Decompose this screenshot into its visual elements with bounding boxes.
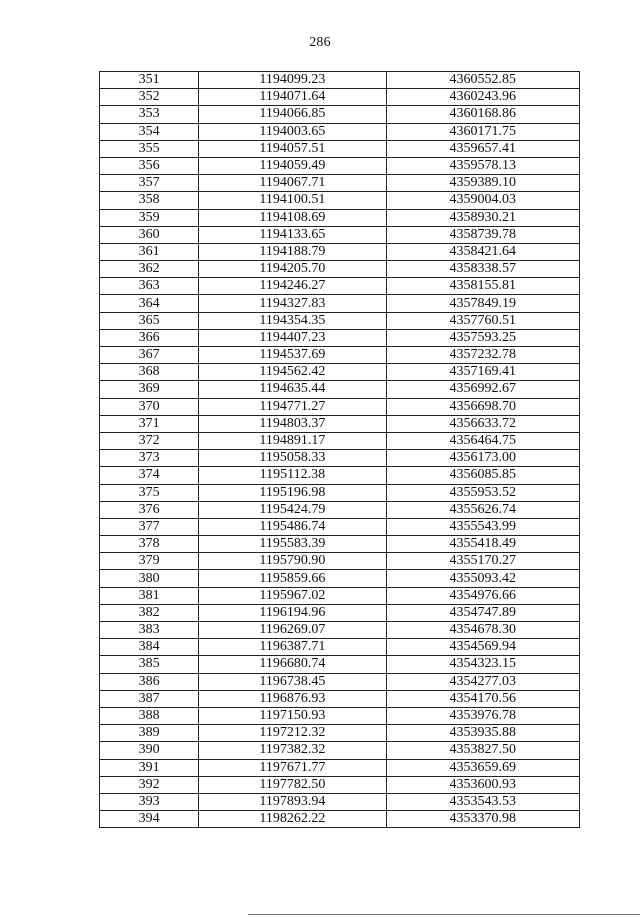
- y-coordinate-cell: 4360243.96: [386, 89, 579, 106]
- x-coordinate-cell: 1194537.69: [199, 347, 386, 364]
- y-coordinate-cell: 4360552.85: [386, 72, 579, 89]
- point-number-cell: 394: [100, 811, 199, 828]
- point-number-cell: 370: [100, 398, 199, 415]
- point-number-cell: 378: [100, 536, 199, 553]
- table-row: [100, 175, 580, 192]
- y-coordinate-cell: 4356633.72: [386, 415, 579, 432]
- table-row: [100, 604, 580, 621]
- x-coordinate-cell: 1195196.98: [199, 484, 386, 501]
- x-coordinate-cell: 1194067.71: [199, 175, 386, 192]
- y-coordinate-cell: 4355418.49: [386, 536, 579, 553]
- point-number-cell: 379: [100, 553, 199, 570]
- table-row: [100, 312, 580, 329]
- table-row: [100, 536, 580, 553]
- y-coordinate-cell: 4353827.50: [386, 742, 579, 759]
- y-coordinate-cell: 4356698.70: [386, 398, 579, 415]
- x-coordinate-cell: 1194562.42: [199, 364, 386, 381]
- table-row: [100, 72, 580, 89]
- table-row: [100, 192, 580, 209]
- table-row: [100, 776, 580, 793]
- y-coordinate-cell: 4353659.69: [386, 759, 579, 776]
- table-row: [100, 639, 580, 656]
- x-coordinate-cell: 1196876.93: [199, 690, 386, 707]
- y-coordinate-cell: 4355543.99: [386, 518, 579, 535]
- table-row: [100, 570, 580, 587]
- x-coordinate-cell: 1194108.69: [199, 209, 386, 226]
- y-coordinate-cell: 4354976.66: [386, 587, 579, 604]
- y-coordinate-cell: 4356173.00: [386, 450, 579, 467]
- table-row: [100, 295, 580, 312]
- x-coordinate-cell: 1194057.51: [199, 140, 386, 157]
- point-number-cell: 365: [100, 312, 199, 329]
- point-number-cell: 354: [100, 123, 199, 140]
- y-coordinate-cell: 4353976.78: [386, 707, 579, 724]
- x-coordinate-cell: 1195486.74: [199, 518, 386, 535]
- x-coordinate-cell: 1197150.93: [199, 707, 386, 724]
- coordinates-table: [99, 71, 580, 828]
- y-coordinate-cell: 4355093.42: [386, 570, 579, 587]
- table-row: [100, 553, 580, 570]
- x-coordinate-cell: 1194771.27: [199, 398, 386, 415]
- y-coordinate-cell: 4354569.94: [386, 639, 579, 656]
- table-row: [100, 106, 580, 123]
- y-coordinate-cell: 4353935.88: [386, 725, 579, 742]
- point-number-cell: 393: [100, 793, 199, 810]
- y-coordinate-cell: 4354170.56: [386, 690, 579, 707]
- table-row: [100, 450, 580, 467]
- y-coordinate-cell: 4354747.89: [386, 604, 579, 621]
- x-coordinate-cell: 1194099.23: [199, 72, 386, 89]
- table-row: [100, 656, 580, 673]
- x-coordinate-cell: 1194891.17: [199, 432, 386, 449]
- point-number-cell: 360: [100, 226, 199, 243]
- table-row: [100, 467, 580, 484]
- table-row: [100, 690, 580, 707]
- y-coordinate-cell: 4357169.41: [386, 364, 579, 381]
- y-coordinate-cell: 4353370.98: [386, 811, 579, 828]
- table-row: [100, 484, 580, 501]
- y-coordinate-cell: 4359004.03: [386, 192, 579, 209]
- y-coordinate-cell: 4354678.30: [386, 622, 579, 639]
- point-number-cell: 392: [100, 776, 199, 793]
- x-coordinate-cell: 1194188.79: [199, 243, 386, 260]
- table-row: [100, 347, 580, 364]
- y-coordinate-cell: 4356992.67: [386, 381, 579, 398]
- bottom-edge-rule: [248, 914, 640, 915]
- point-number-cell: 375: [100, 484, 199, 501]
- point-number-cell: 351: [100, 72, 199, 89]
- x-coordinate-cell: 1195583.39: [199, 536, 386, 553]
- x-coordinate-cell: 1194205.70: [199, 261, 386, 278]
- x-coordinate-cell: 1195790.90: [199, 553, 386, 570]
- y-coordinate-cell: 4358930.21: [386, 209, 579, 226]
- coordinates-table-body: [100, 72, 580, 828]
- point-number-cell: 381: [100, 587, 199, 604]
- point-number-cell: 366: [100, 329, 199, 346]
- y-coordinate-cell: 4357849.19: [386, 295, 579, 312]
- point-number-cell: 355: [100, 140, 199, 157]
- table-row: [100, 415, 580, 432]
- table-row: [100, 89, 580, 106]
- x-coordinate-cell: 1194635.44: [199, 381, 386, 398]
- point-number-cell: 367: [100, 347, 199, 364]
- x-coordinate-cell: 1194246.27: [199, 278, 386, 295]
- y-coordinate-cell: 4355953.52: [386, 484, 579, 501]
- point-number-cell: 391: [100, 759, 199, 776]
- x-coordinate-cell: 1194803.37: [199, 415, 386, 432]
- table-row: [100, 329, 580, 346]
- table-row: [100, 261, 580, 278]
- point-number-cell: 377: [100, 518, 199, 535]
- point-number-cell: 362: [100, 261, 199, 278]
- table-row: [100, 364, 580, 381]
- y-coordinate-cell: 4358338.57: [386, 261, 579, 278]
- y-coordinate-cell: 4359389.10: [386, 175, 579, 192]
- point-number-cell: 382: [100, 604, 199, 621]
- x-coordinate-cell: 1194354.35: [199, 312, 386, 329]
- point-number-cell: 386: [100, 673, 199, 690]
- y-coordinate-cell: 4356464.75: [386, 432, 579, 449]
- y-coordinate-cell: 4355170.27: [386, 553, 579, 570]
- point-number-cell: 380: [100, 570, 199, 587]
- x-coordinate-cell: 1196387.71: [199, 639, 386, 656]
- y-coordinate-cell: 4360171.75: [386, 123, 579, 140]
- point-number-cell: 352: [100, 89, 199, 106]
- y-coordinate-cell: 4353543.53: [386, 793, 579, 810]
- x-coordinate-cell: 1195967.02: [199, 587, 386, 604]
- table-row: [100, 742, 580, 759]
- y-coordinate-cell: 4360168.86: [386, 106, 579, 123]
- point-number-cell: 364: [100, 295, 199, 312]
- point-number-cell: 356: [100, 157, 199, 174]
- point-number-cell: 374: [100, 467, 199, 484]
- x-coordinate-cell: 1194059.49: [199, 157, 386, 174]
- x-coordinate-cell: 1194407.23: [199, 329, 386, 346]
- x-coordinate-cell: 1196269.07: [199, 622, 386, 639]
- point-number-cell: 376: [100, 501, 199, 518]
- x-coordinate-cell: 1196194.96: [199, 604, 386, 621]
- x-coordinate-cell: 1194003.65: [199, 123, 386, 140]
- point-number-cell: 369: [100, 381, 199, 398]
- point-number-cell: 385: [100, 656, 199, 673]
- table-row: [100, 432, 580, 449]
- x-coordinate-cell: 1195859.66: [199, 570, 386, 587]
- table-row: [100, 209, 580, 226]
- x-coordinate-cell: 1194066.85: [199, 106, 386, 123]
- table-row: [100, 157, 580, 174]
- x-coordinate-cell: 1197782.50: [199, 776, 386, 793]
- y-coordinate-cell: 4358739.78: [386, 226, 579, 243]
- x-coordinate-cell: 1194133.65: [199, 226, 386, 243]
- table-row: [100, 707, 580, 724]
- point-number-cell: 387: [100, 690, 199, 707]
- point-number-cell: 373: [100, 450, 199, 467]
- point-number-cell: 359: [100, 209, 199, 226]
- point-number-cell: 363: [100, 278, 199, 295]
- table-row: [100, 398, 580, 415]
- table-row: [100, 381, 580, 398]
- y-coordinate-cell: 4358421.64: [386, 243, 579, 260]
- y-coordinate-cell: 4354323.15: [386, 656, 579, 673]
- table-row: [100, 793, 580, 810]
- point-number-cell: 383: [100, 622, 199, 639]
- x-coordinate-cell: 1197212.32: [199, 725, 386, 742]
- table-row: [100, 518, 580, 535]
- y-coordinate-cell: 4355626.74: [386, 501, 579, 518]
- table-row: [100, 123, 580, 140]
- y-coordinate-cell: 4359657.41: [386, 140, 579, 157]
- table-row: [100, 226, 580, 243]
- point-number-cell: 361: [100, 243, 199, 260]
- table-row: [100, 725, 580, 742]
- point-number-cell: 358: [100, 192, 199, 209]
- point-number-cell: 368: [100, 364, 199, 381]
- y-coordinate-cell: 4358155.81: [386, 278, 579, 295]
- y-coordinate-cell: 4359578.13: [386, 157, 579, 174]
- x-coordinate-cell: 1197893.94: [199, 793, 386, 810]
- point-number-cell: 372: [100, 432, 199, 449]
- y-coordinate-cell: 4357232.78: [386, 347, 579, 364]
- y-coordinate-cell: 4356085.85: [386, 467, 579, 484]
- table-row: [100, 501, 580, 518]
- table-row: [100, 673, 580, 690]
- table-row: [100, 278, 580, 295]
- table-row: [100, 622, 580, 639]
- point-number-cell: 357: [100, 175, 199, 192]
- y-coordinate-cell: 4357760.51: [386, 312, 579, 329]
- x-coordinate-cell: 1195058.33: [199, 450, 386, 467]
- x-coordinate-cell: 1194327.83: [199, 295, 386, 312]
- point-number-cell: 384: [100, 639, 199, 656]
- table-row: [100, 140, 580, 157]
- point-number-cell: 388: [100, 707, 199, 724]
- table-row: [100, 243, 580, 260]
- point-number-cell: 353: [100, 106, 199, 123]
- x-coordinate-cell: 1198262.22: [199, 811, 386, 828]
- table-row: [100, 759, 580, 776]
- x-coordinate-cell: 1194100.51: [199, 192, 386, 209]
- point-number-cell: 390: [100, 742, 199, 759]
- y-coordinate-cell: 4354277.03: [386, 673, 579, 690]
- page-number: 286: [309, 35, 331, 50]
- x-coordinate-cell: 1196680.74: [199, 656, 386, 673]
- x-coordinate-cell: 1194071.64: [199, 89, 386, 106]
- y-coordinate-cell: 4357593.25: [386, 329, 579, 346]
- y-coordinate-cell: 4353600.93: [386, 776, 579, 793]
- table-row: [100, 811, 580, 828]
- point-number-cell: 389: [100, 725, 199, 742]
- x-coordinate-cell: 1195424.79: [199, 501, 386, 518]
- x-coordinate-cell: 1196738.45: [199, 673, 386, 690]
- table-row: [100, 587, 580, 604]
- point-number-cell: 371: [100, 415, 199, 432]
- x-coordinate-cell: 1197671.77: [199, 759, 386, 776]
- x-coordinate-cell: 1195112.38: [199, 467, 386, 484]
- x-coordinate-cell: 1197382.32: [199, 742, 386, 759]
